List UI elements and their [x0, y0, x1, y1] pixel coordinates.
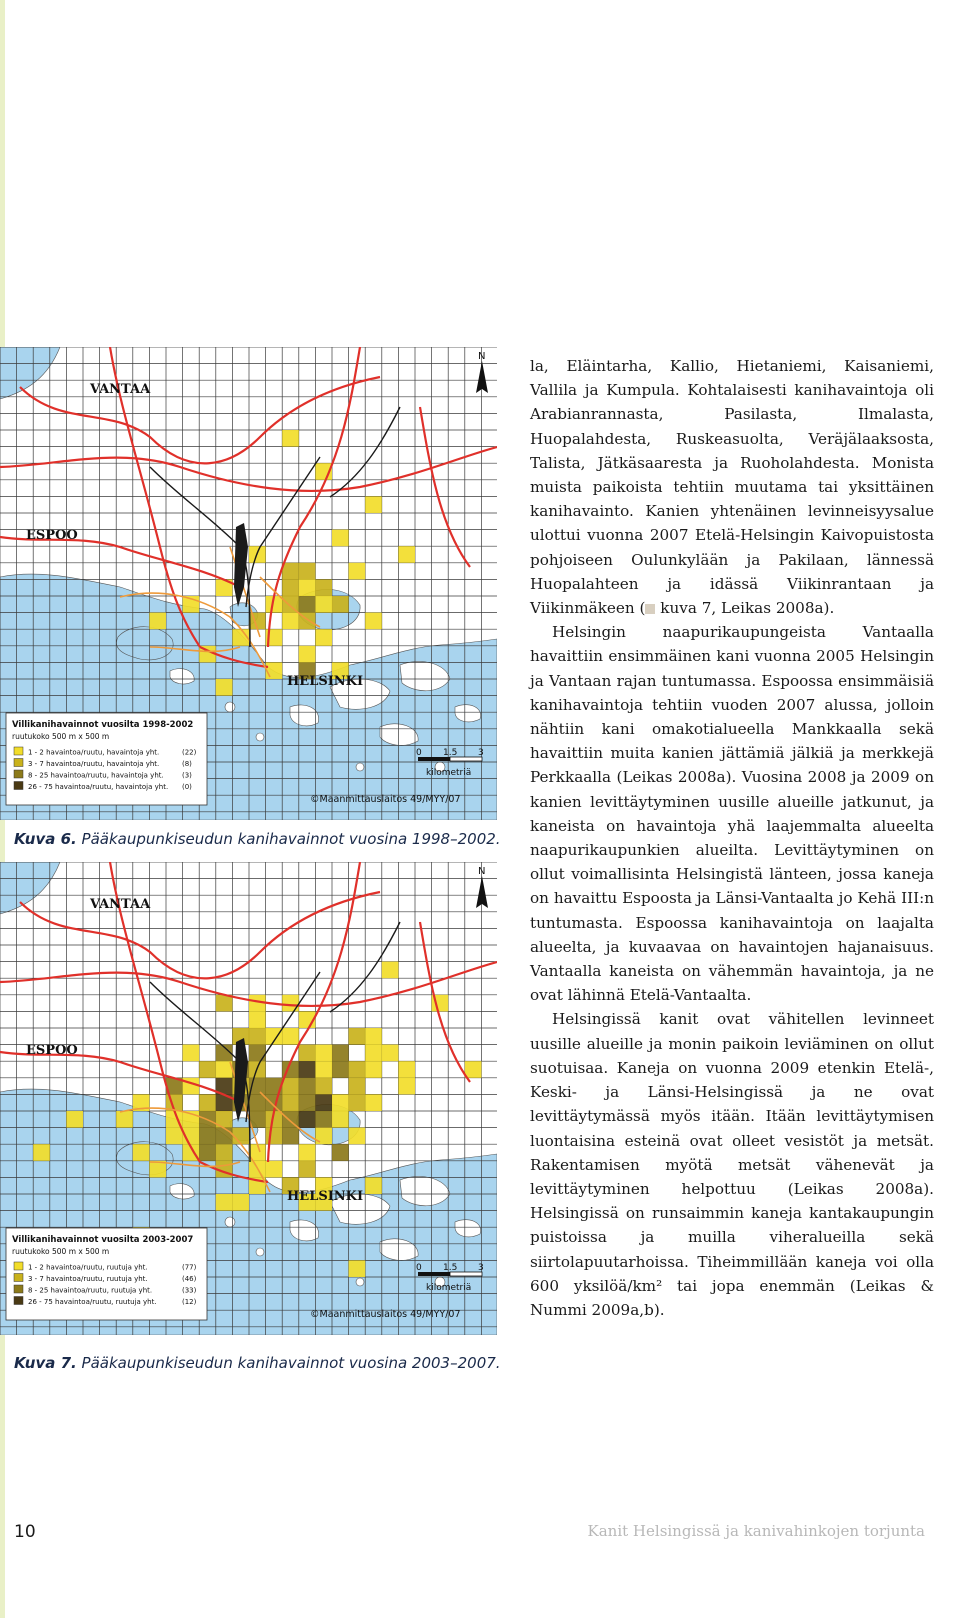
legend-title: Villikanihavainnot vuosilta 2003-2007	[12, 1235, 194, 1245]
running-footer-title: Kanit Helsingissä ja kanivahinkojen torjunta	[587, 1522, 925, 1540]
svg-text:1.5: 1.5	[443, 1263, 458, 1273]
observation-cell	[349, 1061, 366, 1078]
observation-cell	[349, 1260, 366, 1277]
legend-swatch	[14, 770, 23, 778]
observation-cell	[282, 1078, 299, 1095]
label-espoo: ESPOO	[26, 1043, 78, 1058]
observation-cell	[315, 629, 332, 646]
legend-row-text: 26 - 75 havaintoa/ruutu, ruutuja yht.	[28, 1298, 157, 1306]
legend-swatch	[14, 759, 23, 767]
caption-label: Kuva 7.	[14, 1354, 77, 1372]
observation-cell	[349, 563, 366, 580]
observation-cell	[332, 1094, 349, 1111]
legend-swatch	[14, 1297, 23, 1305]
observation-cell	[216, 1144, 233, 1161]
legend-row-count: (22)	[182, 748, 197, 757]
legend-box	[6, 713, 207, 805]
legend-row-count: (33)	[182, 1286, 197, 1295]
caption-text: Pääkaupunkiseudun kanihavainnot vuosina 2003–2007.	[81, 1354, 501, 1372]
observation-cell	[349, 1128, 366, 1145]
svg-text:kilometriä: kilometriä	[426, 768, 472, 778]
observation-cell	[149, 613, 166, 630]
observation-cell	[199, 1061, 216, 1078]
observation-cell	[299, 1078, 316, 1095]
legend-swatch	[14, 747, 23, 755]
legend-row-count: (8)	[182, 760, 192, 768]
paragraph-1	[530, 354, 934, 620]
paragraph-1-start: la, Eläintarha, Kallio, Hietaniemi, Kaisaniemi, Vallila ja Kumpula. Kohtalaisesti kanihavaintoja oli Arabianrannasta, Pasilasta, Ilmalasta, Huopalahdesta, Ruskeasuolta, Veräjälaaksosta, Talista, Jätkäsaaresta ja Ruoholahdesta. Monista muista paikoista tehtiin muutama tai yksittäinen kanihavainto. Kanien yhtenäinen levinneisyysalue ulottui vuonna 2007 Etelä-Helsingin Kaivopuistosta pohjoiseen Oulunkylään ja Pakilaan, lännessä Huopalahteen ja idässä Viikinrantaan ja Viikinmäkeen (	[530, 357, 934, 618]
observation-cell	[282, 579, 299, 596]
label-helsinki: HELSINKI	[287, 1189, 364, 1204]
observation-cell	[332, 1061, 349, 1078]
observation-cell	[315, 596, 332, 613]
map-figure-6	[0, 347, 497, 820]
legend-row-text: 3 - 7 havaintoa/ruutu, ruutuja yht.	[28, 1275, 148, 1283]
observation-cell	[332, 1045, 349, 1062]
observation-cell	[282, 1128, 299, 1145]
observation-cell	[133, 1144, 150, 1161]
legend-box	[6, 1228, 207, 1320]
paragraph-2: Helsingin naapurikaupungeista Vantaalla havaittiin ensimmäinen kani vuonna 2005 Helsingin ja Vantaan rajan tuntumassa. Espoossa ensimmäisiä kanihavaintoja tehtiin vuoden 2007 alussa, jolloin nähtiin kani omakotialueella Mankkaalla sekä havaittiin muita kanien jättämiä jälkiä ja merkkejä Perkkaalla (Leikas 2008a). Vuosina 2008 ja 2009 on kanien levittäytyminen uusille alueille jatkunut, ja kaneista on havaintoja yhä laajemmalta alueelta naapurikaupunkien alueilta. Levittäytyminen on ollut voimallisinta Helsingistä länteen, jossa kaneja on havaittu Espoosta ja Länsi-Vantaalta jo Kehä III:n tuntumasta. Espoossa kanihavaintoja on laajalta alueelta, ja kuvaavaa on havaintojen hajanaisuus. Vantaalla kaneista on vähemmän havaintoja, ja ne ovat lähinnä Etelä-Vantaalta.	[530, 623, 934, 1005]
legend-swatch	[14, 782, 23, 790]
legend-swatch	[14, 1285, 23, 1293]
observation-cell	[249, 1028, 266, 1045]
svg-text:0: 0	[416, 748, 422, 758]
observation-cell	[282, 563, 299, 580]
observation-cell	[299, 1061, 316, 1078]
observation-cell	[398, 546, 415, 563]
legend-row-count: (77)	[182, 1263, 197, 1272]
observation-cell	[315, 1078, 332, 1095]
observation-cell	[365, 1045, 382, 1062]
legend-row-text: 3 - 7 havaintoa/ruutu, havaintoja yht.	[28, 760, 160, 768]
observation-cell	[33, 1144, 50, 1161]
map-figure-6-svg	[0, 347, 497, 820]
observation-cell	[299, 1094, 316, 1111]
observation-cell	[299, 563, 316, 580]
label-vantaa: VANTAA	[90, 382, 151, 397]
observation-cell	[382, 1045, 399, 1062]
observation-cell	[299, 646, 316, 663]
label-espoo: ESPOO	[26, 528, 78, 543]
legend-row-text: 1 - 2 havaintoa/ruutu, ruutuja yht.	[28, 1263, 148, 1272]
observation-cell	[299, 579, 316, 596]
legend-row-count: (3)	[182, 771, 192, 780]
observation-cell	[66, 1111, 83, 1128]
legend-subtitle: ruutukoko 500 m x 500 m	[12, 732, 110, 741]
observation-cell	[365, 1177, 382, 1194]
observation-cell	[216, 679, 233, 696]
observation-cell	[282, 1028, 299, 1045]
observation-cell	[299, 1045, 316, 1062]
observation-cell	[266, 662, 283, 679]
legend-square-icon	[645, 604, 655, 614]
svg-text:3: 3	[478, 1263, 484, 1273]
caption-figure-6	[14, 830, 501, 848]
copyright: ©Maanmittauslaitos 49/MYY/07	[310, 1309, 461, 1320]
caption-label: Kuva 6.	[14, 830, 77, 848]
observation-cell	[216, 1128, 233, 1145]
observation-cell	[166, 1128, 183, 1145]
observation-cell	[332, 1111, 349, 1128]
observation-cell	[116, 1111, 133, 1128]
svg-text:N: N	[478, 351, 486, 362]
label-vantaa: VANTAA	[90, 897, 151, 912]
observation-cell	[365, 613, 382, 630]
svg-text:3: 3	[478, 748, 484, 758]
label-helsinki: HELSINKI	[287, 674, 364, 689]
observation-cell	[299, 1144, 316, 1161]
legend-row-text: 8 - 25 havaintoa/ruutu, havaintoja yht.	[28, 771, 164, 780]
observation-cell	[349, 1094, 366, 1111]
observation-cell	[332, 596, 349, 613]
observation-cell	[249, 1094, 266, 1111]
legend-row-count: (46)	[182, 1275, 197, 1283]
observation-cell	[365, 496, 382, 513]
observation-cell	[315, 579, 332, 596]
paragraph-1-end: kuva 7, Leikas 2008a).	[655, 599, 835, 618]
article-body	[530, 354, 934, 1322]
legend-subtitle: ruutukoko 500 m x 500 m	[12, 1247, 110, 1256]
svg-text:kilometriä: kilometriä	[426, 1283, 472, 1293]
observation-cell	[349, 1078, 366, 1095]
observation-cell	[183, 1045, 200, 1062]
observation-cell	[315, 1045, 332, 1062]
observation-cell	[199, 1144, 216, 1161]
legend-row-count: (0)	[182, 783, 192, 791]
map-figure-7-svg	[0, 862, 497, 1335]
observation-cell	[332, 530, 349, 547]
observation-cell	[365, 1028, 382, 1045]
legend-swatch	[14, 1262, 23, 1270]
observation-cell	[382, 962, 399, 979]
svg-text:1.5: 1.5	[443, 748, 458, 758]
legend-title: Villikanihavainnot vuosilta 1998-2002	[12, 720, 194, 730]
legend-row-text: 8 - 25 havaintoa/ruutu, ruutuja yht.	[28, 1286, 153, 1295]
legend-row-text: 1 - 2 havaintoa/ruutu, havaintoja yht.	[28, 748, 160, 757]
observation-cell	[315, 1111, 332, 1128]
observation-cell	[365, 1061, 382, 1078]
observation-cell	[349, 1028, 366, 1045]
observation-cell	[282, 995, 299, 1012]
observation-cell	[299, 596, 316, 613]
observation-cell	[398, 1078, 415, 1095]
observation-cell	[266, 1128, 283, 1145]
observation-cell	[216, 995, 233, 1012]
legend-row-count: (12)	[182, 1298, 197, 1306]
observation-cell	[398, 1061, 415, 1078]
paragraph-3: Helsingissä kanit ovat vähitellen levinneet uusille alueille ja monin paikoin leviäminen on ollut suotuisaa. Kaneja on vuonna 2009 etenkin Etelä-, Keski- ja Länsi-Helsingissä ja ne ovat levittäytymässä myös itään. Itään levittäytymisen luontaisina esteinä ovat olleet vesistöt ja metsät. Rakentamisen myötä metsät vähenevät ja levittäytyminen helpottuu (Leikas 2008a). Helsingissä on runsaimmin kaneja kantakaupungin puistoissa ja muilla viheralueilla sekä siirtolapuutarhoissa. Tiheimmillään kaneja voi olla 600 yksilöä/km² tai jopa enemmän (Leikas & Nummi 2009a,b).	[530, 1010, 934, 1319]
svg-text:N: N	[478, 866, 486, 877]
observation-cell	[232, 1194, 249, 1211]
observation-cell	[315, 1094, 332, 1111]
observation-cell	[199, 1128, 216, 1145]
caption-figure-7	[14, 1354, 501, 1372]
observation-cell	[299, 1161, 316, 1178]
observation-cell	[465, 1061, 482, 1078]
observation-cell	[199, 1094, 216, 1111]
observation-cell	[282, 1094, 299, 1111]
observation-cell	[282, 613, 299, 630]
map-figure-7	[0, 862, 497, 1335]
page-number: 10	[14, 1522, 36, 1542]
observation-cell	[315, 1061, 332, 1078]
legend-row-text: 26 - 75 havaintoa/ruutu, havaintoja yht.	[28, 783, 169, 791]
observation-cell	[266, 1161, 283, 1178]
observation-cell	[332, 1144, 349, 1161]
observation-cell	[249, 1011, 266, 1028]
svg-text:0: 0	[416, 1263, 422, 1273]
observation-cell	[299, 1111, 316, 1128]
observation-cell	[232, 1128, 249, 1145]
observation-cell	[249, 1045, 266, 1062]
observation-cell	[282, 430, 299, 447]
copyright: ©Maanmittauslaitos 49/MYY/07	[310, 794, 461, 805]
caption-text: Pääkaupunkiseudun kanihavainnot vuosina 1998–2002.	[81, 830, 501, 848]
observation-cell	[216, 1194, 233, 1211]
observation-cell	[365, 1094, 382, 1111]
legend-swatch	[14, 1274, 23, 1282]
